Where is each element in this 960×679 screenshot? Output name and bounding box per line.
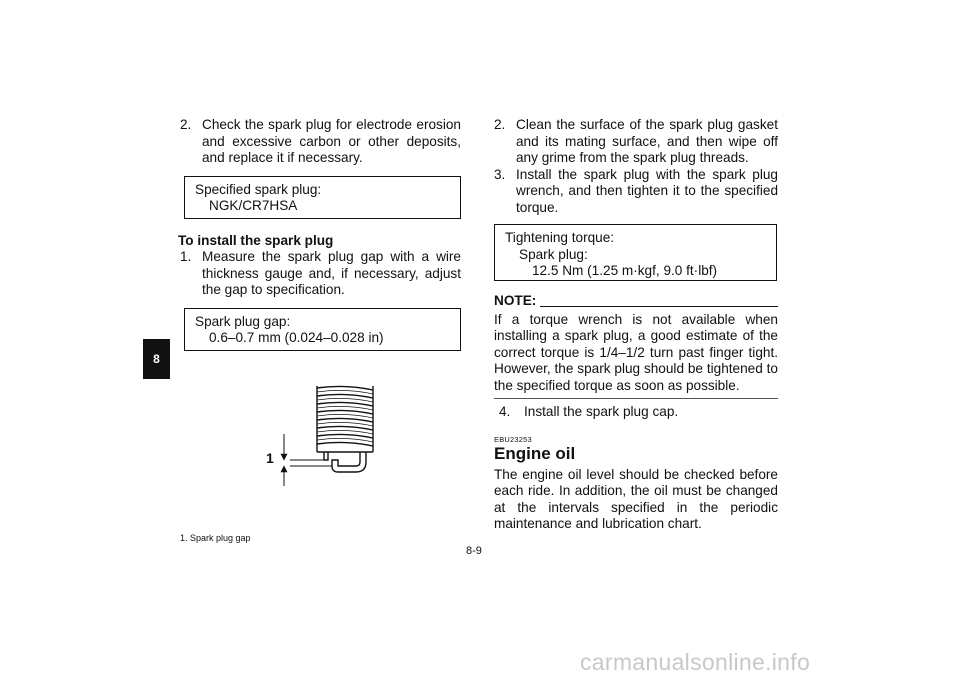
step-text: Check the spark plug for electrode erosion and excessive carbon or other deposits, and replace it if necessary.	[202, 117, 461, 165]
figure-caption: 1. Spark plug gap	[180, 533, 251, 543]
spark-plug-spec-box	[184, 176, 461, 219]
step-number: 2.	[180, 117, 192, 132]
figure-callout-1: 1	[266, 450, 274, 466]
right-step-3	[494, 167, 778, 217]
step-text: Measure the spark plug gap with a wire thickness gauge and, if necessary, adjust the gap to specification.	[202, 249, 461, 297]
gap-value: 0.6–0.7 mm (0.024–0.028 in)	[209, 330, 384, 345]
spark-plug-gap-box	[184, 308, 461, 351]
chapter-tab: 8	[143, 339, 170, 379]
step-number: 3.	[494, 166, 506, 182]
note-heading	[494, 293, 778, 310]
left-column	[180, 117, 461, 351]
page-number: 8-9	[466, 545, 482, 557]
note-rule	[540, 306, 778, 307]
spec-value: NGK/CR7HSA	[209, 198, 298, 213]
section-title: Engine oil	[494, 443, 576, 463]
note-label: NOTE:	[494, 293, 537, 308]
watermark: carmanualsonline.info	[580, 649, 811, 675]
step-number: 4.	[499, 404, 511, 419]
spark-plug-gap-figure	[262, 382, 392, 492]
right-column	[494, 117, 778, 533]
install-heading: To install the spark plug	[178, 232, 334, 248]
spec-label: Specified spark plug:	[195, 181, 322, 197]
torque-sublabel: Spark plug:	[519, 246, 588, 262]
step-text: Clean the surface of the spark plug gasket and its mating surface, and then wipe off any grime from the spark plug threads.	[516, 117, 778, 165]
torque-label: Tightening torque:	[505, 230, 615, 245]
note-text: If a torque wrench is not available when installing a spark plug, a good estimate of the correct torque is 1/4–1/2 turn past finger tight. However, the spark plug should be tightened to the specified torque as soon as possible.	[494, 311, 778, 393]
section-code: EBU23253	[494, 434, 532, 444]
torque-value: 12.5 Nm (1.25 m·kgf, 9.0 ft·lbf)	[532, 263, 718, 278]
step-number: 1.	[180, 249, 192, 264]
step-text: Install the spark plug with the spark plug wrench, and then tighten it to the specified torque.	[516, 166, 778, 215]
right-step-2	[494, 117, 778, 167]
step-text: Install the spark plug cap.	[524, 404, 679, 419]
step-number: 2.	[494, 117, 506, 132]
note-end-rule	[494, 398, 778, 399]
gap-label: Spark plug gap:	[195, 313, 291, 329]
left-step-1	[180, 249, 461, 299]
right-step-4	[494, 404, 778, 421]
left-step-2	[180, 117, 461, 167]
section-text: The engine oil level should be checked before each ride. In addition, the oil must be changed at the intervals specified in the periodic maintenance and lubrication chart.	[494, 466, 778, 531]
tightening-torque-box	[494, 224, 777, 281]
